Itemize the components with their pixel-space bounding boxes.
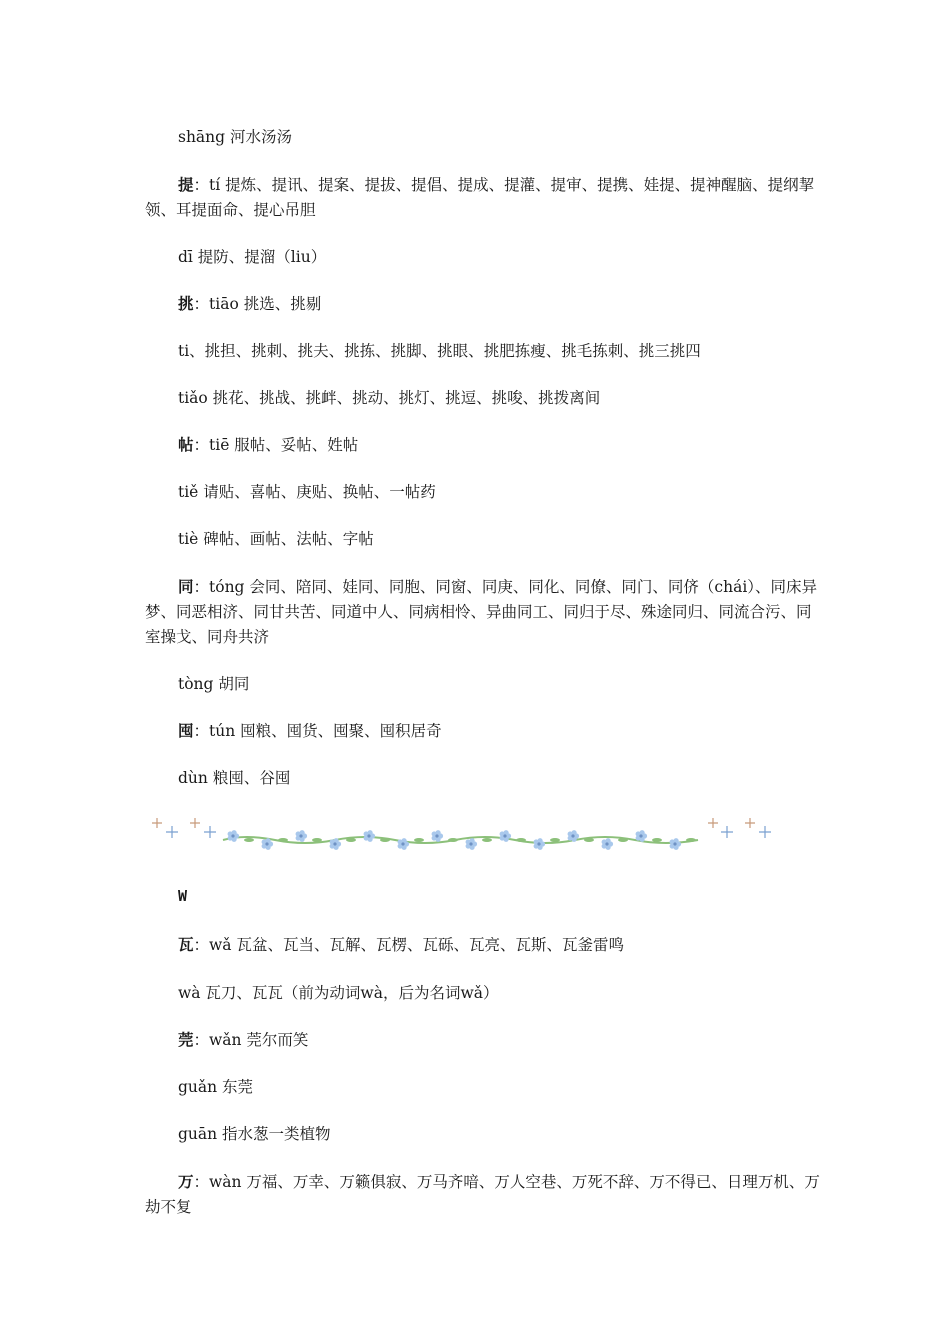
floral-divider — [145, 812, 785, 860]
entry-head: 万 — [178, 1172, 194, 1191]
entry-text: guān 指水葱一类植物 — [178, 1125, 331, 1143]
entry-paragraph — [145, 172, 825, 223]
entry-paragraph — [145, 765, 825, 791]
entry-text: ：tóng 会同、陪同、娃同、同胞、同窗、同庚、同化、同僚、同门、同侪（chái）、同床异梦、同恶相济、同甘共苦、同道中人、同病相怜、异曲同工、同归于尽、殊途同归、同流合污、同室操戈、同舟共济 — [145, 578, 818, 646]
entry-head: 囤 — [178, 721, 194, 740]
entry-paragraph — [145, 1169, 825, 1220]
entry-paragraph — [145, 432, 825, 458]
entry-text: tòng 胡同 — [178, 675, 250, 693]
entry-text: ti、挑担、挑刺、挑夫、挑拣、挑脚、挑眼、挑肥拣瘦、挑毛拣刺、挑三挑四 — [178, 342, 701, 360]
entry-paragraph — [145, 244, 825, 270]
entry-text: shāng 河水汤汤 — [178, 128, 293, 146]
entry-paragraph — [145, 671, 825, 697]
entry-text: dī 提防、提溜（liu） — [178, 248, 327, 266]
entry-paragraph — [145, 718, 825, 744]
entry-text: tiě 请贴、喜帖、庚贴、换帖、一帖药 — [178, 483, 436, 501]
entry-text: guǎn 东莞 — [178, 1078, 254, 1096]
entry-text: ：wǎ 瓦盆、瓦当、瓦解、瓦楞、瓦砾、瓦亮、瓦斯、瓦釜雷鸣 — [193, 936, 624, 954]
entry-paragraph — [145, 980, 825, 1006]
entry-text: ：tiāo 挑选、挑剔 — [193, 295, 322, 313]
entry-head: 提 — [178, 175, 194, 194]
entry-paragraph — [145, 124, 825, 150]
entry-paragraph — [145, 574, 825, 650]
entry-text: wà 瓦刀、瓦瓦（前为动词wà，后为名词wǎ） — [178, 984, 499, 1002]
entry-text: ：tí 提炼、提讯、提案、提拔、提倡、提成、提灌、提审、提携、娃提、提神醒脑、提纲挈领、耳提面命、提心吊胆 — [145, 176, 815, 219]
sparkle-icon — [708, 818, 771, 838]
section-heading: W — [178, 887, 188, 905]
entry-text: ：tún 囤粮、囤货、囤聚、囤积居奇 — [193, 722, 442, 740]
entry-paragraph — [145, 291, 825, 317]
entry-text: ：wàn 万福、万幸、万籁俱寂、万马齐喑、万人空巷、万死不辞、万不得已、日理万机、万劫不复 — [145, 1173, 820, 1216]
sparkle-icon — [152, 818, 216, 838]
flower-chain-icon — [228, 830, 696, 850]
entry-head: 挑 — [178, 294, 194, 313]
entry-head: 莞 — [178, 1030, 194, 1049]
entry-head: 帖 — [178, 435, 194, 454]
entry-text: ：wǎn 莞尔而笑 — [193, 1031, 309, 1049]
entry-text: tiǎo 挑花、挑战、挑衅、挑动、挑灯、挑逗、挑唆、挑拨离间 — [178, 389, 601, 407]
entry-text: tiè 碑帖、画帖、法帖、字帖 — [178, 530, 374, 548]
entry-paragraph — [145, 526, 825, 552]
entry-head: 同 — [178, 577, 194, 596]
entry-paragraph — [145, 1027, 825, 1053]
entry-paragraph — [145, 385, 825, 411]
entry-head: 瓦 — [178, 935, 194, 954]
entry-text: dùn 粮囤、谷囤 — [178, 769, 291, 787]
entry-paragraph — [145, 1074, 825, 1100]
entry-text: ：tiē 服帖、妥帖、姓帖 — [193, 436, 359, 454]
entry-paragraph — [145, 932, 825, 958]
entry-paragraph — [145, 1121, 825, 1147]
entry-paragraph — [145, 479, 825, 505]
entry-paragraph — [145, 338, 825, 364]
